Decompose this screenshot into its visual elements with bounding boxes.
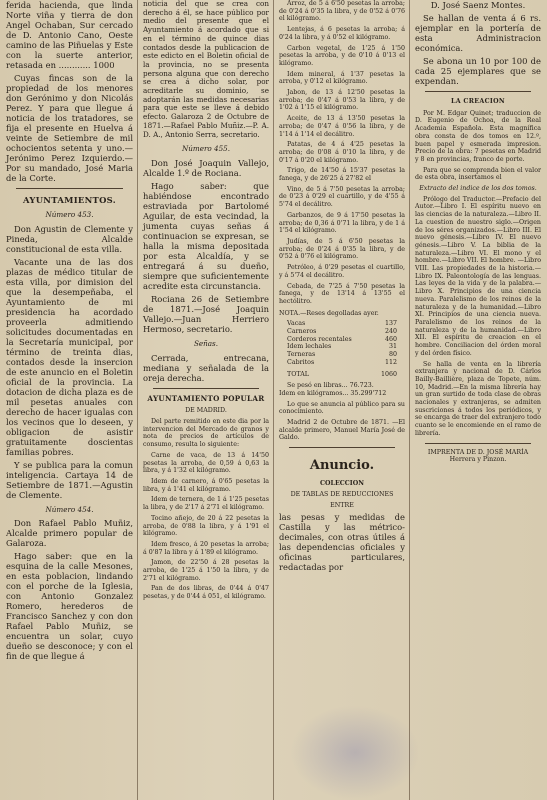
paragraph: las pesas y medidas de Castilla y las métrico-decimales, con otras útiles á las dependencias oficiales y oficinas particulares, redactadas por [279, 512, 405, 573]
paragraph: Del parte remitido en este dia por la intervencion del Mercado de granos y nota de precios de artículos de consumo, resulta lo siguiente: [143, 418, 269, 449]
livestock-row [287, 351, 397, 359]
divider [425, 91, 531, 92]
price-line: Idem mineral, á 1'37 pesetas la arroba, y 0'12 el kilógramo. [279, 70, 405, 86]
livestock-count: 137 [384, 320, 397, 328]
section-heading: AYUNTAMIENTOS. [23, 195, 116, 205]
paragraph: Se hallan de venta á 6 rs. ejemplar en la portería de esta Administracion económica. [415, 13, 541, 53]
price-line: Trigo, de 14'50 á 15'37 pesetas la fanega, y de 26'25 á 27'82 el [279, 167, 405, 183]
notice-header: Don Agustin de Clemente y Pineda, Alcalde constitucional de esta villa. [6, 223, 133, 254]
divider [153, 388, 259, 389]
section-subheading: DE MADRID. [185, 407, 227, 415]
price-line: Jabon, de 13 á 12'50 pesetas la arroba; de 0'47 á 0'53 la libra, y de 1'02 á 1'15 el kilógramo. [279, 89, 405, 112]
divider [289, 447, 395, 448]
paragraph: Hago saber: que en la esquina de la calle Mesones, en esta poblacion, lindando con el porche de la Iglesia, con Antonio Gonzalez Romero, herederos de Francisco Sanchez y con don Rafael Pablo Muñiz, se encuentra un solar, cuyo dueño se desconoce; y con el fin de que llegue á [6, 551, 133, 662]
total-row [287, 371, 397, 379]
paragraph: Para que se comprenda bien el valor de esta obra, insertamos el [415, 166, 541, 182]
paragraph: Cerrada, entrecana, mediana y señalada de la oreja derecha. [143, 352, 269, 383]
price-line: Idem de ternera, de 1 á 1'25 pesetas la libra, y de 2'17 á 2'71 el kilógramo. [143, 496, 269, 512]
column-3 [275, 0, 409, 800]
announcement-title: Anuncio. [309, 458, 375, 474]
price-line: Petróleo, á 0'29 pesetas el cuartillo, y á 5'74 el decálitro. [279, 264, 405, 279]
notice-header: Don Rafael Pablo Muñiz, Alcalde primero popular de Galaroza. [6, 518, 133, 549]
livestock-name: Carneros [287, 328, 317, 336]
column-rule [273, 0, 274, 800]
livestock-count: 112 [384, 358, 397, 366]
column-1 [2, 0, 137, 800]
livestock-count: 80 [388, 351, 397, 359]
livestock-count: 31 [388, 343, 397, 351]
price-line: Carne de vaca, de 13 á 14'50 pesetas la arroba, de 0,59 á 0,63 la libra, y á 1'32 el kilógramo. [143, 451, 269, 475]
section-heading: LA CREACION [451, 98, 505, 105]
livestock-name: Idem lechales [287, 343, 332, 351]
livestock-row [287, 328, 397, 336]
livestock-name: Corderos recentales [287, 335, 352, 343]
price-line: Jamon, de 22'50 á 28 pesetas la arroba, de 1'25 á 1'50 la libra, y de 2'71 el kilógramo. [143, 559, 269, 582]
price-line: Vino, de 5 á 7'50 pesetas la arroba; de 0'23 á 0'29 el cuartillo, y de 4'55 á 5'74 el decálitro. [279, 185, 405, 209]
livestock-row [287, 359, 397, 367]
paragraph: Por M. Edgar Quinet; traduccion de D. Eugenio de Ochoa, de la Real Academia Española. Esta magnífica obra consta de dos tomos en 12.º, buen papel y esmerada impresion. Precio de la obra: 7 pesetas en Madrid y 8 en provincias, franco de porte. [415, 109, 541, 163]
column-rule [137, 0, 138, 800]
livestock-count: 460 [384, 335, 397, 343]
price-line: Lentejas, á 6 pesetas la arroba; á 0'24 la libra, y á 0'52 el kilógramo. [279, 26, 405, 41]
collection-entre: ENTRE [330, 501, 354, 509]
price-line: Arroz, de 5 á 6'50 pesetas la arroba; de 0'24 á 0'35 la libra, y de 0'52 á 0'76 el kilógramo. [279, 0, 405, 23]
livestock-table [279, 320, 405, 366]
paragraph: Y se publica para la comun inteligencia. Cartaya 14 de Setiembre de 1871.—Agustin de Clemente. [6, 459, 133, 500]
column-rule [409, 0, 410, 800]
livestock-row [287, 336, 397, 344]
price-line: Pan de dos libras, de 0'44 á 0'47 pesetas, y de 0'44 á 051, el kilógramo. [143, 585, 269, 601]
price-line: Carbon vegetal, de 1'25 á 1'50 pesetas la arroba, y de 0'10 á 0'13 el kilógramo. [279, 44, 405, 67]
collection-title: COLECCION [320, 480, 364, 488]
column-2 [139, 0, 273, 800]
printer-imprint: IMPRENTA DE D. JOSÉ MARÍA Herrera y Pinzon. [427, 448, 529, 464]
author-line: D. José Saenz Montes. [430, 0, 526, 10]
signature: Madrid 2 de Octubre de 1871. —El alcalde primero, Manuel María José de Galdo. [279, 419, 405, 442]
section-heading: AYUNTAMIENTO POPULAR [147, 393, 265, 403]
divider [425, 443, 531, 444]
paragraph: Lo que se anuncia al público para su conocimiento. [279, 400, 405, 416]
price-line: Patatas, de 4 á 4'25 pesetas la arroba; de 0'08 á 0'10 la libra, y de 0'17 á 0'20 el kilógramo. [279, 141, 405, 164]
livestock-name: Cabritos [287, 358, 315, 366]
divider [16, 188, 123, 189]
paragraph: Vacante una de las dos plazas de médico titular de esta villa, por dimision del que la desempeñaba, el Ayuntamiento de mi presidencia ha acordado proveerla admitiendo solicitudes documentadas en la Secretaría municipal, por término de treinta dias, contados desde la insercion de este anuncio en el Boletin oficial de la provincia. La dotacion de dicha plaza es de mil pesetas anuales con derecho de hacer igualas con los vecinos que lo deseen, y obligacion de asistir gratuitamente doscientas familias pobres. [6, 256, 133, 457]
paragraph: Se halla de venta en la librería extranjera y nacional de D. Cárlos Bailly-Baillière, plaza de Topete, núm. 10, Madrid.—En la misma librería hay un gran surtido de toda clase de obras nacionales y extranjeras, se admiten suscriciones á todos los periódicos, y se encarga de traer del extranjero todo cuanto se le encomiende en el ramo de librería. [415, 360, 541, 437]
column-4 [411, 0, 545, 800]
paragraph: Cuyas fincas son de la propiedad de los menores don Gerónimo y don Nicolás Perez. Y para que llegue á noticia de los tratadores, se fija el presente en Huelva á veinte de Setiembre de mil ochocientos setenta y uno.—Jerónimo Perez Izquierdo.—Por su mandado, José Maria de la Corte. [6, 73, 133, 183]
price-line: Cebada, de 7'25 á 7'50 pesetas la fanega, y de 13'14 á 13'55 el hectólitro. [279, 282, 405, 305]
livestock-row [287, 343, 397, 351]
index-heading: Extracto del indice de los dos tomos. [419, 185, 537, 193]
livestock-count: 240 [384, 328, 397, 336]
livestock-name: Terneras [287, 351, 316, 359]
paragraph: Rociana 26 de Setiembre de 1871.—José Joaquin Vallejo.—Juan Herriero Hermoso, secretario. [143, 293, 269, 334]
paragraph: noticia del que se crea con derecho á él, se hace público por medio del presente que el Ayuntamiento á acordado que si en el término de quince dias contados desde la publicacion de este edicto en el Boletin oficial de la provincia, no se presenta persona alguna que con derecho se crea á dicho solar, por acreditarle su dominio, se adoptarán las medidas necesarias para que este se lleve á debido efecto. Galaroza 2 de Octubre de 1871.—Rafael Pablo Muñiz.—P. A. D. A., Antonio Serra, secretario. [143, 0, 269, 139]
price-line: Garbanzos, de 9 á 17'50 pesetas la arroba; de 0,36 á 0'71 la libra, y de 1 á 1'54 el kilógramo. [279, 211, 405, 235]
total-label: TOTAL [287, 370, 309, 378]
price-line: Aceite, de 13 á 13'50 pesetas la arroba; de 0'47 á 0'56 la libra, y de 1'14 á 1'14 el decálitro. [279, 115, 405, 138]
livestock-name: Vacas [287, 320, 306, 328]
notice-number: Número 454. [45, 504, 94, 514]
notice-number: Número 455. [181, 144, 231, 154]
price-line: Idem fresco, á 20 pesetas la arroba; á 0'87 la libra y á 1'89 el kilógramo. [143, 540, 269, 556]
ink-stamp [290, 705, 420, 800]
paragraph: Hago saber: que habiéndose encontrado estraviada por Bartolomé Aguilar, de esta vecindad, la jumenta cuyas señas á continuacion se expresan, se halla la misma depositada por esta Alcaldía, y se entregará á su dueño, siempre que suficientemente acredite esta circunstancia. [143, 180, 269, 291]
livestock-row [287, 320, 397, 328]
note-heading: NOTA.—Reses degolladas ayer. [279, 309, 379, 317]
price-line: Tocino añejo, de 20 á 22 pesetas la arroba, de 0'88 la libra, y á 1'91 el kilógramo. [143, 514, 269, 538]
price-line: Idem de carnero, á 0'65 pesetas la libra, y á 1'41 el kilógramo. [143, 477, 269, 493]
paragraph: Prólogo del Traductor.—Prefacio del Autor.—Libro I. El espíritu nuevo en las ciencias de la naturaleza.—Libro II. La cuestion de nuestro siglo.—Origen de los séres organizados.—Libro III. El nuevo génesis.—Libro IV. El nuevo génesis.—Libro V. La biblia de la naturaleza.—Libro VI. El mono y el hombre.—Libro VII. El hombre. —Libro VIII. Las propiedades de la historia.—Libro IX. Paleontología de las lenguas. Las leyes de la vida y de la palabra.—Libro X. Principios de una ciencia nueva. Paralelismo de los reinos de la naturaleza y de la humanidad.—Libro XI. Principios de una ciencia nueva. Paralelismo de los reinos de la naturaleza y de la humanidad.—Libro XII. El espíritu de creacion en el hombre. Conciliacion del órden moral y del órden físico. [415, 195, 541, 357]
label-senas: Señas. [193, 338, 219, 348]
notice-number: Número 453. [45, 210, 94, 219]
price-line: Judías, de 5 á 6'50 pesetas la arroba; de 0'24 á 0'35 la libra, y de 0'52 á 0'76 el kilógramo. [279, 237, 405, 261]
collection-subtitle: DE TABLAS DE REDUCCIONES [290, 490, 394, 498]
weight-summary: Se pesó en libras... 76.723. Idem en kilógramos... 35.299'712 [279, 382, 387, 397]
total-value: 1060 [380, 370, 397, 378]
paragraph: ferida hacienda, que linda Norte viña y tierra de don Angel Ochaban, Sur cercado de D. Antonio Cano, Oeste camino de las Piñuelas y Este con la suerte anterior, retasada en ............ 1000 [6, 0, 133, 70]
paragraph: Se abona un 10 por 100 de cada 25 ejemplares que se expendan. [415, 56, 541, 86]
notice-header: Don José Joaquin Vallejo, Alcalde 1.º de Rociana. [143, 157, 269, 178]
